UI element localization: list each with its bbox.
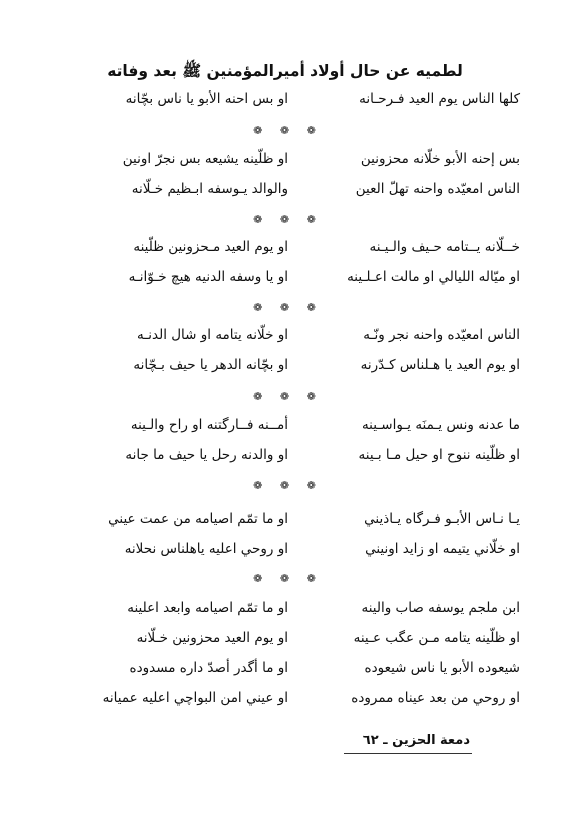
- stanza-separator: ❁ ❁ ❁: [253, 213, 323, 226]
- verse-second-hemistich: او عيني امن البواچي اعليه عميانه: [102, 690, 288, 706]
- stanza-separator: ❁ ❁ ❁: [253, 390, 323, 403]
- verse-second-hemistich: أمــنه فــارگتنه او راح والـينه: [130, 417, 288, 433]
- stanza-separator: ❁ ❁ ❁: [253, 124, 323, 137]
- verse-first-hemistich: او ميّاله الليالي او مالت اعـلـينه: [347, 269, 520, 285]
- verse-row: [58, 630, 520, 652]
- verse-first-hemistich: او ظلّينه يتامه مـن عگب عـينه: [353, 630, 520, 646]
- verse-second-hemistich: او بچّانه الدهر يا حيف بـچّانه: [133, 357, 288, 373]
- verse-row: [58, 327, 520, 349]
- verse-first-hemistich: كلها الناس يوم العيد فـرحـانه: [359, 91, 520, 107]
- verse-first-hemistich: خــلّانه يــتامه حـيف والـيـنه: [369, 239, 520, 255]
- verse-second-hemistich: او ظلّينه يشيعه بس نجرّ اونين: [122, 151, 288, 167]
- verse-row: [58, 447, 520, 469]
- verse-row: [58, 269, 520, 291]
- stanza-separator: ❁ ❁ ❁: [253, 301, 323, 314]
- verse-first-hemistich: يـا نـاس الأبـو فـرگاه يـاذيني: [364, 511, 520, 527]
- verse-first-hemistich: او خلّاني يتيمه او زايد اونيني: [365, 541, 520, 557]
- verse-first-hemistich: ما عدنه ونس يـمنَه يـواسـينه: [361, 417, 520, 433]
- verse-second-hemistich: او والدنه رحل يا حيف ما جانه: [125, 447, 288, 463]
- verse-first-hemistich: ابن ملجم يوسفه صاب والينه: [361, 600, 520, 616]
- verse-second-hemistich: والوالد يـوسفه ابـظيم خـلّانه: [131, 181, 288, 197]
- verse-row: [58, 239, 520, 261]
- poem-title: لطميه عن حال أولاد أميرالمؤمنين ﷺ بعد وفاته: [107, 62, 463, 80]
- verse-first-hemistich: بس إحنه الأبو خلّانه محزونين: [360, 151, 520, 167]
- verse-row: [58, 660, 520, 682]
- verse-first-hemistich: الناس امعيّده واحنه تهلّ العين: [355, 181, 520, 197]
- verse-second-hemistich: او ما أگدر أصدّ داره مسدوده: [129, 660, 288, 676]
- verse-row: [58, 511, 520, 533]
- verse-row: [58, 91, 520, 113]
- verse-second-hemistich: او بس احنه الأبو يا ناس بچّانه: [125, 91, 288, 107]
- verse-second-hemistich: او ما تمّم اصيامه من عمت عيني: [108, 511, 288, 527]
- verse-row: [58, 690, 520, 712]
- footer-underline: [344, 753, 472, 754]
- page-footer: دمعة الحزين ـ ٦٢: [362, 733, 470, 748]
- stanza-separator: ❁ ❁ ❁: [253, 572, 323, 585]
- verse-second-hemistich: او ما تمّم اصيامه وابعد اعلينه: [127, 600, 288, 616]
- verse-second-hemistich: او خلّانه يتامه او شال الدنـه: [137, 327, 288, 343]
- verse-first-hemistich: شيعوده الأبو يا ناس شيعوده: [364, 660, 520, 676]
- verse-first-hemistich: او ظلّينه ننوح او حيل مـا بـينه: [358, 447, 520, 463]
- verse-first-hemistich: الناس امعيّده واحنه نجر ونّـه: [363, 327, 520, 343]
- verse-row: [58, 600, 520, 622]
- verse-second-hemistich: او يوم العيد مـحزونين ظلّينه: [133, 239, 288, 255]
- verse-first-hemistich: او يوم العيد يا هـلناس كـدّرنه: [360, 357, 520, 373]
- verse-second-hemistich: او يوم العيد محزونين خـلّانه: [136, 630, 288, 646]
- verse-row: [58, 151, 520, 173]
- verse-first-hemistich: او روحي من بعد عيناه ممروده: [351, 690, 520, 706]
- verse-row: [58, 417, 520, 439]
- verse-row: [58, 181, 520, 203]
- verse-row: [58, 541, 520, 563]
- verse-row: [58, 357, 520, 379]
- stanza-separator: ❁ ❁ ❁: [253, 479, 323, 492]
- verse-second-hemistich: او روحي اعليه ياهلناس نحلانه: [124, 541, 288, 557]
- verse-second-hemistich: او يا وسفه الدنيه هيچ خـوّانـه: [128, 269, 288, 285]
